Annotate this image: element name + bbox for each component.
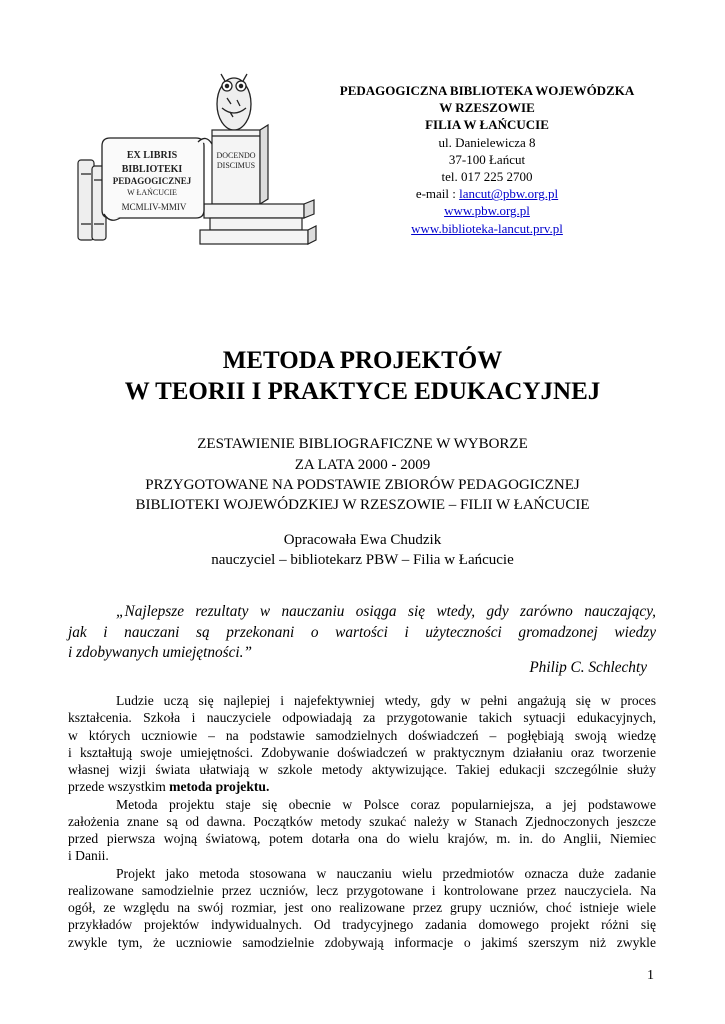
logo-book-text-1: DOCENDO: [216, 151, 256, 160]
website-link-pbw[interactable]: www.pbw.org.pl: [444, 203, 530, 219]
library-name-line2: W RZESZOWIE: [439, 100, 535, 116]
quote-line1: „Najlepsze rezultaty w nauczaniu osiąga się wtedy, gdy zarówno nauczający,: [116, 603, 656, 620]
body-text: [68, 692, 656, 951]
body-line: i Danii.: [68, 848, 109, 864]
logo-book-text-2: DISCIMUS: [216, 161, 256, 170]
document-title-line1: METODA PROJEKTÓW: [222, 347, 503, 374]
address-city: 37-100 Łańcut: [448, 151, 526, 167]
logo-text-4: W ŁAŃCUCIE: [127, 188, 177, 197]
body-line: ogół, ze względu na swój rozmiar, jest ono realizowane przez grupy uczniów, choć istnieje wiele: [68, 900, 656, 915]
email-label: e-mail :: [415, 186, 460, 202]
body-line: Projekt jako metoda stosowana w nauczaniu wielu przedmiotów oznacza duże zadanie: [116, 865, 656, 881]
quote-line3: i zdobywanych umiejętności.”: [68, 644, 252, 661]
quote-author: Philip C. Schlechty: [529, 659, 647, 676]
body-line: i kształtują swoje umiejętności. Zdobywanie doświadczeń w praktycznym działaniu oraz tworzenie: [68, 744, 656, 760]
page-number: 1: [647, 968, 654, 983]
document-title-line2: W TEORII I PRAKTYCE EDUKACYJNEJ: [124, 378, 601, 405]
body-line: w których uczniowie – na podstawie samodzielnych doświadczeń – pogłębiają swoją wiedzę: [68, 727, 656, 743]
address-street: ul. Danielewicza 8: [438, 134, 536, 150]
logo-text-1: EX LIBRIS: [126, 150, 178, 161]
subtitle-line3: PRZYGOTOWANE NA PODSTAWIE ZBIORÓW PEDAGOGICZNEJ: [145, 477, 580, 493]
library-address-block: [312, 82, 662, 237]
body-line: kształcenia. Szkoła i nauczyciele odpowiadają za przygotowanie takich sytuacji edukacyjnych,: [68, 710, 656, 726]
library-name-line3: FILIA W ŁAŃCUCIE: [425, 117, 549, 133]
address-email-row: [312, 185, 662, 202]
body-line: Ludzie uczą się najlepiej i najefektywniej wtedy, gdy w pełni angażują się w proces: [116, 693, 656, 708]
logo-text-5: MCMLIV-MMIV: [121, 202, 187, 212]
logo-text-2: BIBLIOTEKI: [121, 164, 183, 175]
bold-term: metoda projektu.: [169, 779, 270, 795]
address-phone: tel. 017 225 2700: [441, 169, 533, 185]
ex-libris-logo: [72, 64, 320, 250]
website-link-lancut[interactable]: www.biblioteka-lancut.prv.pl: [411, 220, 563, 236]
body-line: własnej wizji świata ułatwiają w szkole metody aktywizujące. Takiej edukacji szczególnie służy: [68, 762, 656, 777]
body-line: przed pierwsza wojną światową, potem dotarła ona do wielu krajów, m. in. do Anglii, Niemiec: [68, 831, 656, 846]
logo-text-3: PEDAGOGICZNEJ: [112, 176, 192, 186]
author-role: nauczyciel – bibliotekarz PBW – Filia w Łańcucie: [211, 552, 514, 568]
body-line: realizowane samodzielnie przez uczniów, lecz przygotowane i kontrolowane przez nauczyciela. Na: [68, 882, 656, 898]
quote-line2: jak i nauczani są przekonani o wartości i użyteczności gromadzonej wiedzy: [68, 623, 656, 641]
epigraph-quote: [68, 602, 656, 664]
body-line: Metoda projektu staje się obecnie w Polsce coraz popularniejsza, a jej podstawowe: [116, 796, 656, 812]
body-line: przykładów projektów indywidualnych. Od tradycyjnego zadania domowego projekt różni się: [68, 917, 656, 933]
scroll-banner: [102, 138, 212, 220]
subtitle-line1: ZESTAWIENIE BIBLIOGRAFICZNE W WYBORZE: [197, 436, 528, 452]
email-link[interactable]: lancut@pbw.org.pl: [459, 186, 559, 202]
author-name: Opracowała Ewa Chudzik: [283, 532, 442, 548]
body-text-run: przede wszystkim: [68, 779, 170, 795]
subtitle-line2: ZA LATA 2000 - 2009: [294, 457, 431, 473]
body-line: założenia znane są od dawna. Początków metody szukać należy w Stanach Zjednoczonych jeszcze: [68, 813, 656, 829]
owl-icon: [217, 74, 251, 130]
book-stack-icon: [200, 125, 316, 244]
library-name-line1: PEDAGOGICZNA BIBLIOTEKA WOJEWÓDZKA: [339, 83, 635, 98]
subtitle-line4: BIBLIOTEKI WOJEWÓDZKIEJ W RZESZOWIE – FILII W ŁAŃCUCIE: [135, 497, 590, 513]
body-line: [68, 778, 656, 795]
body-line: zwykle tym, że uczniowie samodzielnie zdobywają informacje o jakimś szerszym niż zwykle: [68, 934, 656, 950]
